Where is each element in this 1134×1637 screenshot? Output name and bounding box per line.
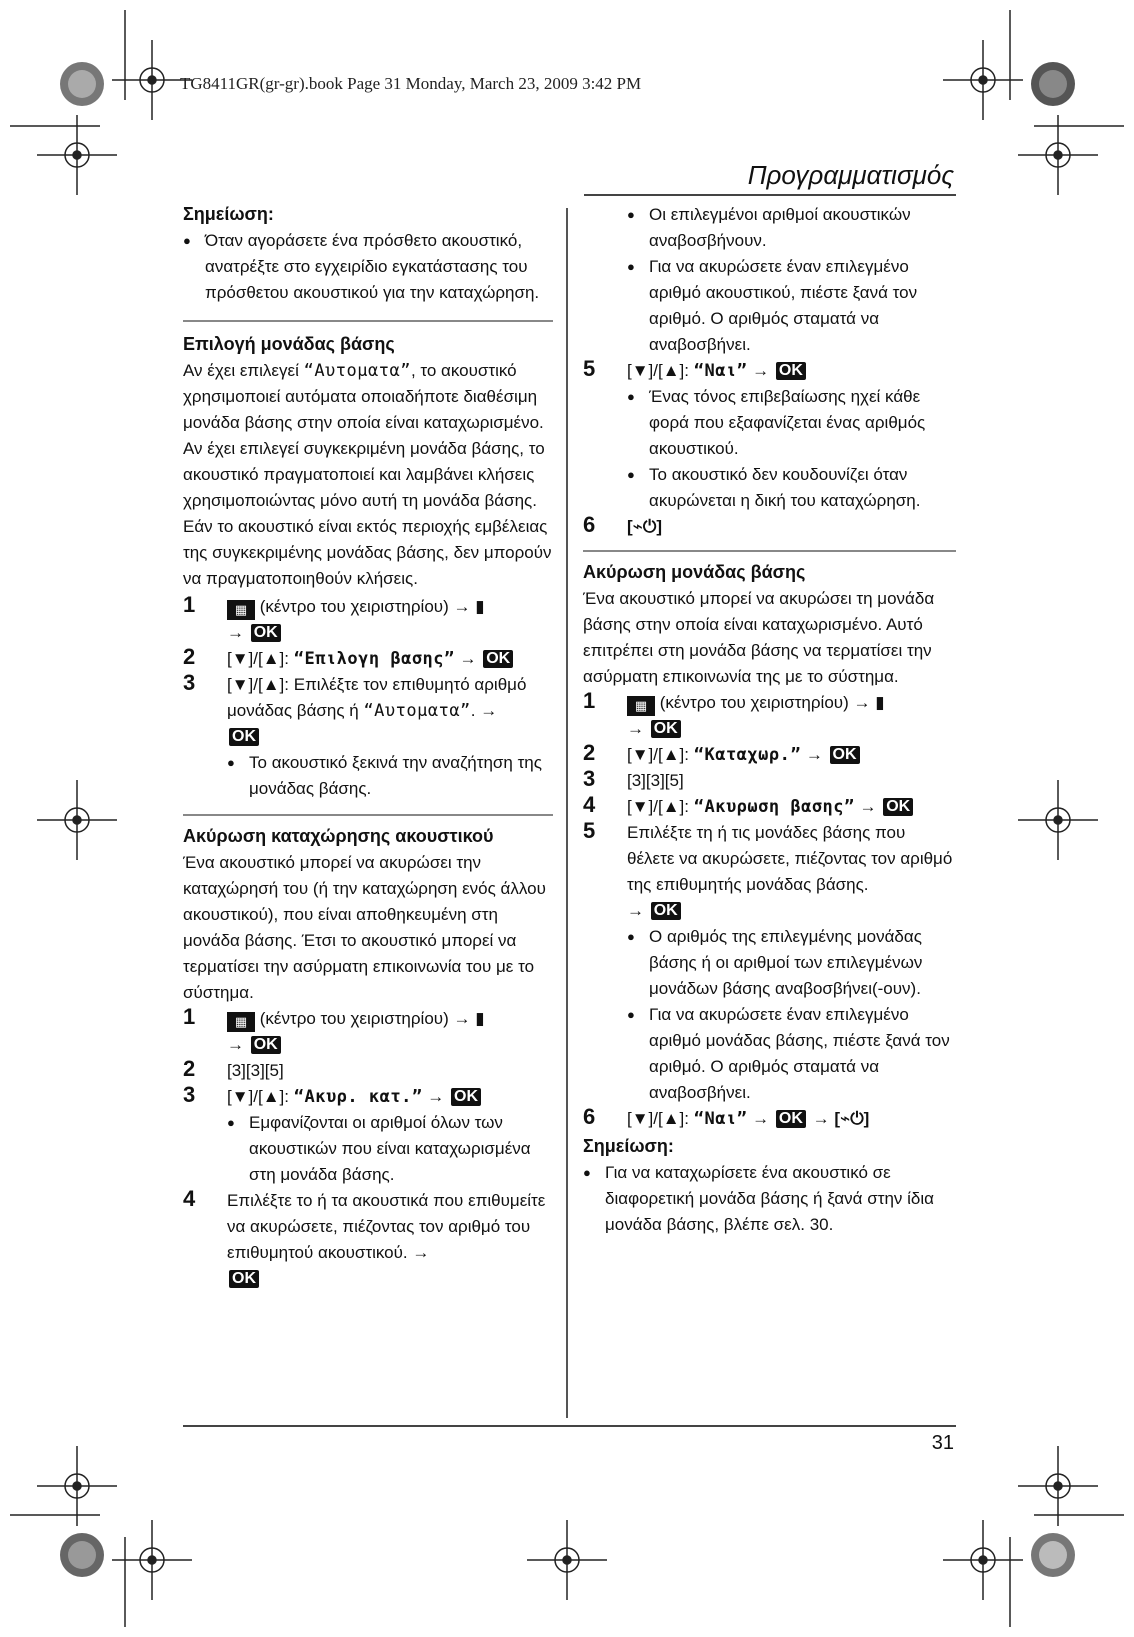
right-column [583,202,956,1238]
base-cancel-paragraph: Ένα ακουστικό μπορεί να ακυρώσει τη μονάδα βάσης στην οποία είναι καταχωρισμένο. Αυτό επιτρέπει στη μονάδα βάσης να τερματίσει την ασύρματη επικοινωνία της με το σύστημα. [583,589,935,686]
base-cancel-title: Ακύρωση μονάδας βάσης [583,562,806,582]
handset-icon: ▮ [475,597,485,616]
header-rule [584,194,956,196]
cancel-reg-paragraph: Ένα ακουστικό μπορεί να ακυρώσει την καταχώρησή του (ή την καταχώρηση ενός άλλου ακουστικού), που είναι αποθηκευμένη στη μονάδα βάσης. Έτσι το ακουστικό μπορεί να τερματίσει την ασύρματη επικοινωνία του με το σύστημα. [183,853,546,1002]
cancel-reg-title: Ακύρωση καταχώρησης ακουστικού [183,826,494,846]
right-bullet-1: ● Οι επιλεγμένοι αριθμοί ακουστικών αναβοσβήνουν. [627,202,956,254]
menu-grid-icon: ▦ [227,600,255,620]
base-cancel-step-6: 6 [▼]/[▲]: “Ναι” → OK → [⌁⏻] [583,1104,870,1129]
right-step-6: 6 [⌁⏻] [583,512,663,537]
base-select-step-1: 1 ▦ (κέντρο του χειριστηρίου) → ▮ → OK [183,592,485,642]
handset-icon: ▮ [875,693,885,712]
note-bullet: ● Για να καταχωρίσετε ένα ακουστικό σε διαφορετική μονάδα βάσης ή ξανά στην ίδια μονάδα βάσης, βλέπε σελ. 30. [583,1160,956,1238]
base-select-step-3: 3 [▼]/[▲]: Επιλέξτε τον επιθυμητό αριθμό μονάδας βάσης ή “Αυτοματα”. → OK ● Το ακουστικό ξεκινά την αναζήτηση της μονάδας βάσης. [183,672,553,802]
base-cancel-step-3: 3 [3][3][5] [583,766,684,791]
right-bullet-2: ● Για να ακυρώσετε έναν επιλεγμένο αριθμό ακουστικού, πιέστε ξανά τον αριθμό. Ο αριθμός σταματά να αναβοσβήνει. [627,254,956,358]
base-cancel-step-4: 4 [▼]/[▲]: “Ακυρωση βασης” → OK [583,794,956,820]
section-title: Προγραμματισμός [747,160,954,190]
print-header: TG8411GR(gr-gr).book Page 31 Monday, March 23, 2009 3:42 PM [180,74,642,93]
section-rule [183,320,553,322]
left-column [183,200,553,1292]
footer-rule [183,1425,956,1427]
cancel-reg-step-2: 2 [3][3][5] [183,1056,284,1081]
note-title: Σημείωση: [183,204,274,224]
ok-key: OK [251,624,281,642]
handset-icon: ▮ [475,1009,485,1028]
cancel-reg-step-3: 3 [▼]/[▲]: “Ακυρ. κατ.” → OK ● Εμφανίζονται οι αριθμοί όλων των ακουστικών που είναι καταχωρισμένα στη μονάδα βάσης. [183,1084,553,1188]
base-select-step-2: 2 [▼]/[▲]: “Επιλογη βασης” → OK [183,646,553,672]
cancel-reg-step-4: 4 Επιλέξτε το ή τα ακουστικά που επιθυμείτε να ακυρώσετε, πιέζοντας τον αριθμό του επιθυμητού ακουστικού. → OK [183,1186,546,1287]
base-cancel-step-1: 1 ▦ (κέντρο του χειριστηρίου) → ▮ → OK [583,688,885,738]
page-number: 31 [931,1432,954,1454]
base-select-title: Επιλογή μονάδας βάσης [183,334,395,354]
menu-grid-icon: ▦ [627,696,655,716]
cancel-reg-step-1: 1 ▦ (κέντρο του χειριστηρίου) → ▮ → OK [183,1004,485,1054]
base-cancel-step-5: 5 Επιλέξτε τη ή τις μονάδες βάσης που θέλετε να ακυρώσετε, πιέζοντας τον αριθμό της επιθυμητής μονάδας βάσης. → OK ● Ο αριθμός της επιλεγμένης μονάδας βάσης ή οι αριθμοί των επιλεγμένων μονάδων βάσης αναβοσβήνει(-ουν). ● Για να ακυρώσετε έναν επιλεγμένο αριθμό μονάδας βάσης, πιέστε ξανά τον αριθμό. Ο αριθμός σταματά να αναβοσβήνει. [583,820,956,1106]
base-cancel-step-2: 2 [▼]/[▲]: “Καταχωρ.” → OK [583,742,956,768]
note-title: Σημείωση: [583,1136,674,1156]
base-select-paragraph: Αν έχει επιλεγεί “Αυτοματα”, το ακουστικό χρησιμοποιεί αυτόματα οποιαδήποτε διαθέσιμη μονάδα βάσης στην οποία είναι καταχωρισμένο. Αν έχει επιλεγεί συγκεκριμένη μονάδα βάσης, το ακουστικό πραγματοποιεί και λαμβάνει κλήσεις χρησιμοποιώντας μόνο αυτή τη μονάδα βάσης. Εάν το ακουστικό είναι εκτός περιοχής εμβέλειας της συγκεκριμένης μονάδας βάσης, δεν μπορούν να πραγματοποιηθούν κλήσεις. [183,361,552,588]
column-divider [566,208,568,1418]
section-rule [583,550,956,552]
right-step-5: 5 [▼]/[▲]: “Ναι” → OK ● Ένας τόνος επιβεβαίωσης ηχεί κάθε φορά που εξαφανίζεται ένας αριθμός ακουστικού. ● Το ακουστικό δεν κουδουνίζει όταν ακυρώνεται η δική του καταχώρηση. [583,358,956,514]
menu-grid-icon: ▦ [227,1012,255,1032]
note-bullet: ● Όταν αγοράσετε ένα πρόσθετο ακουστικό, ανατρέξτε στο εγχειρίδιο εγκατάστασης του πρόσθετου ακουστικού για την καταχώρηση. [183,228,553,306]
section-rule [183,814,553,816]
